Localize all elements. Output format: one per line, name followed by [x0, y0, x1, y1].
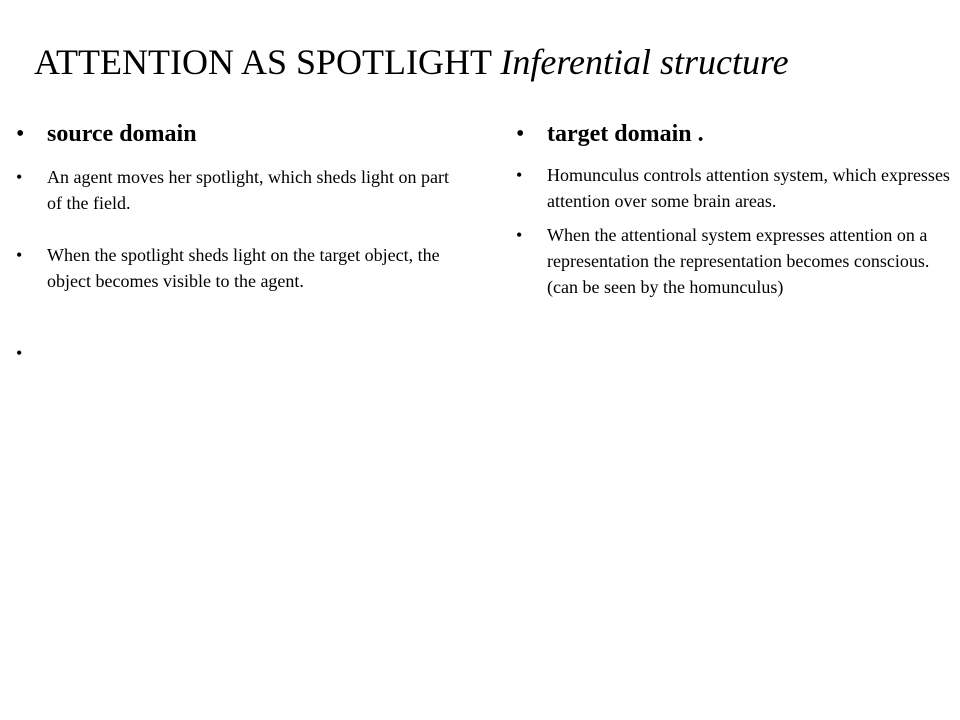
bullet-icon: • — [16, 343, 23, 363]
source-bullet-3-empty — [12, 340, 452, 366]
target-bullet-2-text: When the attentional system expresses attention on a representation the representation becomes conscious.(can be seen by the homunculus) — [547, 225, 930, 297]
target-bullet-1-text: Homunculus controls attention system, which expresses attention over some brain areas. — [547, 165, 950, 211]
source-domain-heading-text: source domain — [47, 121, 197, 147]
bullet-icon: • — [516, 225, 523, 245]
source-bullet-2-text: When the spotlight sheds light on the target object, the object becomes visible to the agent. — [47, 245, 440, 291]
target-domain-heading — [512, 118, 952, 150]
bullet-icon: • — [516, 121, 525, 147]
bullet-icon: • — [516, 165, 523, 185]
bullet-icon: • — [16, 167, 23, 187]
source-bullet-1-text: An agent moves her spotlight, which sheds light on part of the field. — [47, 167, 449, 213]
slide-title — [34, 40, 960, 84]
source-domain-heading — [12, 118, 452, 150]
source-domain-column — [12, 118, 452, 366]
target-bullet-2 — [512, 222, 952, 300]
target-bullet-1 — [512, 162, 952, 214]
target-domain-heading-text: target domain . — [547, 121, 704, 147]
target-domain-column — [512, 118, 952, 300]
source-bullet-1 — [12, 164, 452, 216]
bullet-icon: • — [16, 245, 23, 265]
source-bullet-2 — [12, 242, 452, 294]
title-main: ATTENTION AS SPOTLIGHT — [34, 42, 501, 82]
bullet-icon: • — [16, 121, 25, 147]
title-subtitle: Inferential structure — [500, 42, 789, 82]
